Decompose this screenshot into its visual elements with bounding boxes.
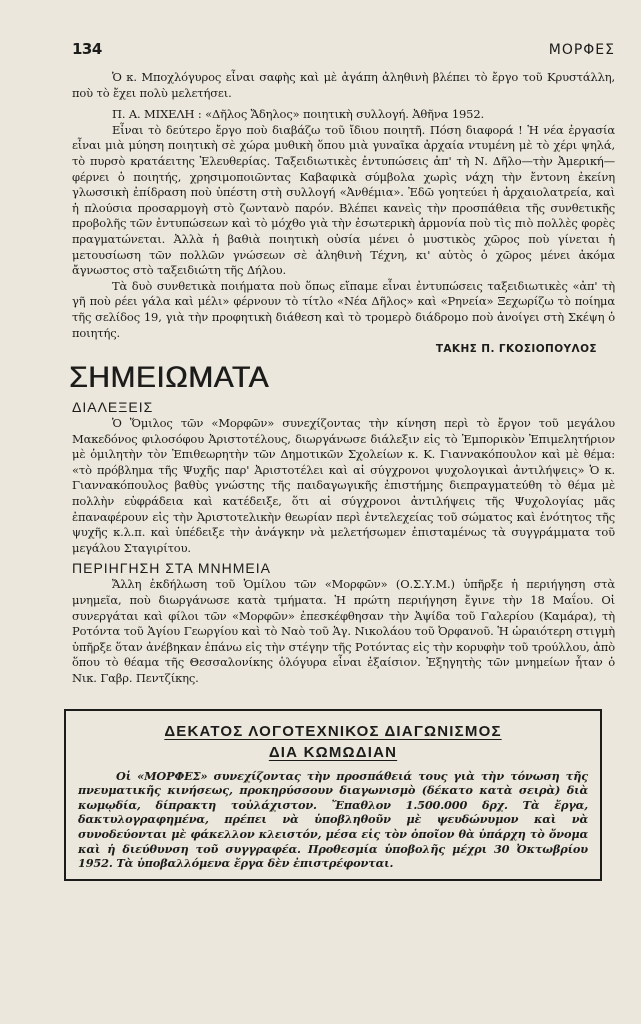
journal-name: ΜΟΡΦΕΣ: [548, 42, 615, 58]
notes-title: ΣΗΜΕΙΩΜΑΤΑ: [69, 361, 269, 395]
book-review: [72, 70, 615, 355]
running-head: [72, 40, 615, 64]
lectures-text: Ὁ Ὅμιλος τῶν «Μορφῶν» συνεχίζοντας τὴν κίνηση περὶ τὸ ἔργον τοῦ μεγάλου Μακεδόνος φιλοσόφου Ἀριστοτέλους, διωργάνωσε διάλεξιν εἰς τὸ Ἐμπορικὸν Ἐπιμελητήριον μὲ ὁμιλητὴν τὸν Ἐπιθεωρητὴν τῶν Δημοτικῶν Σχολείων κ. Κ. Γιαννακόπουλον καὶ μὲ θέμα: «τὸ πρόβλημα τῆς Ψυχῆς παρ' Ἀριστοτέλει καὶ αἱ σύγχρονοι ψυχολογικαὶ ἀντιλήψεις» Ὁ κ. Γιαννακόπουλος βαθὺς γνώστης τῆς παιδαγωγικῆς ἐπιστήμης διεπραγματεύθη τὸ θέμα μὲ πολλὴν εὐφράδεια καὶ κατέδειξε, ὅτι αἱ σύγχρονοι ἀντιλήψεις τῆς Ψυχολογίας μᾶς ἐπαναφέρουν εἰς τὴν Ἀριστοτελικὴν θεωρίαν περὶ ἐντελεχείας τοῦ σώματος καὶ ἑνότητος τῆς ψυχῆς κ.λ.π. καὶ ὑπέδειξε τὴν ἀνάγκην νὰ μελετήσωμεν ἐπισταμένως τὰ συγγράμματα τοῦ μεγάλου Σταγιρίτου.: [72, 416, 615, 555]
notice-title: [78, 721, 588, 763]
competition-notice: [64, 709, 602, 881]
page-number: 134: [72, 40, 102, 58]
notes-section: [69, 361, 615, 687]
notice-title-line: ΔΙΑ ΚΩΜΩΔΙΑΝ: [268, 743, 398, 761]
review-signature: ΤΑΚΗΣ Π. ΓΚΟΣΙΟΠΟΥΛΟΣ: [435, 343, 597, 356]
review-heading: Π. Α. ΜΙΧΕΛΗ : «Δῆλος Ἄδηλος» ποιητικὴ συλλογή. Ἀθῆνα 1952.: [112, 107, 485, 122]
notice-body: Οἱ «ΜΟΡΦΕΣ» συνεχίζοντας τὴν προσπάθειά τους γιὰ τὴν τόνωση τῆς πνευματικῆς κινήσεως, προκηρύσσουν διαγωνισμὸ (δέκατο κατὰ σειρὰ) διὰ κωμῳδία, δίπρακτη τοὐλάχιστον. Ἔπαθλον 1.500.000 δρχ. Τὰ ἔργα, δακτυλογραφημένα, πρέπει νὰ ὑποβληθοῦν μὲ ψευδώνυμον καὶ νὰ συνοδεύονται μὲ φάκελλον κλειστόν, μέσα εἰς τὸν ὁποῖον θὰ ὑπάρχη τὸ ὄνομα καὶ ἡ διεύθυνση τοῦ συγγραφέα. Προθεσμία ὑποβολῆς μέχρι 30 Ὀκτωβρίου 1952. Τὰ ὑποβαλλόμενα ἔργα δὲν ἐπιστρέφονται.: [78, 768, 588, 871]
review-paragraph: Τὰ δυὸ συνθετικὰ ποιήματα ποὺ ὅπως εἴπαμε εἶναι ἐντυπώσεις ταξειδιωτικὲς «ἀπ' τὴ γῆ ποὺ ρέει γάλα καὶ μέλι» φέρνουν τὸ τίτλο «Νέα Δῆλος» καὶ «Ρηνεία» Ξεχωρίζω τὸ ποίημα τῆς σελίδος 19, γιὰ τὴν προφητικὴ διάθεση καὶ τὸ τρομερὸ διάδρομο ποὺ ἀνοίγει στὴ Σκέψη ὁ ποιητής.: [72, 278, 615, 340]
tour-heading: ΠΕΡΙΗΓΗΣΗ ΣΤΑ ΜΝΗΜΕΙΑ: [72, 560, 271, 577]
notice-title-line: ΔΕΚΑΤΟΣ ΛΟΓΟΤΕΧΝΙΚΟΣ ΔΙΑΓΩΝΙΣΜΟΣ: [164, 722, 502, 740]
lectures-heading: ΔΙΑΛΕΞΕΙΣ: [72, 399, 154, 416]
review-paragraph: Εἶναι τὸ δεύτερο ἔργο ποὺ διαβάζω τοῦ ἴδιου ποιητῆ. Πόση διαφορά ! Ἡ νέα ἐργασία εἶναι μιὰ μύηση ποιητικὴ σὲ χώρα μυθικὴ ὅπου μιὰ γυναῖκα ἀρχαία ντυμένη μὲ τὸ χέρι ψηλά, τὸ πυρσὸ κρατάειτης Ἐλευθερίας. Ταξειδιωτικὲς ἐντυπώσεις ἀπ' τὴ Ν. Δῆλο—τὴν Ἀμερική—φέρνει ὁ ποιητής, χρησιμοποιῶντας Καβαφικὰ σύμβολα χωρὶς νάχη τὴν ἔντονη ἐκείνη γλωσσικὴ ἐπίδραση ποὺ ὑπέστη στὴ συλλογή «Ἀνθέμια». Ἐδῶ γοητεύει ἡ ἀρχαιολατρεία, καὶ ἡ πλούσια προσαρμογὴ στὸ ζωντανὸ παρόν. Βλέπει κανεὶς τὴν προσπάθεια τῆς συνθετικῆς προβολῆς τῶν ἐντυπώσεων καὶ τὸ μόχθο γιὰ τὴν ἐσωτερικὴ ἁρμονία ποὺ τὶς πιὸ πολλὲς φορὲς πραγματώνεται. Ἀλλὰ ἡ βαθιὰ ποιητικὴ οὐσία μένει ὁ μυστικὸς χῶρος ποὺ γίνεται ἡ μετουσίωση τῶν πολλῶν γνώσεων σὲ ἀληθινὴ Τέχνη, κι' αὐτὸς ὁ χῶρος μένει ἀκόμα ἄγνωστος στὸ ταξειδιώτη τῆς Δήλου.: [72, 122, 615, 278]
tour-text: Ἄλλη ἐκδήλωση τοῦ Ὁμίλου τῶν «Μορφῶν» (Ο.Σ.Υ.Μ.) ὑπῆρξε ἡ περιήγηση στὰ μνημεῖα, ποὺ διωργάνωσε κατὰ τμήματα. Ἡ πρώτη περιήγηση ἔγινε τὴν 18 Μαΐου. Οἱ συνεργάται καὶ φίλοι τῶν «Μορφῶν» ἐπεσκέφθησαν τὴν Ἀψίδα τοῦ Γαλερίου (Καμάρα), τὴ Ροτόντα τοῦ Ἁγίου Γεωργίου καὶ τὸ Ναὸ τοῦ Ἁγ. Νικολάου τοῦ Ὀρφανοῦ. Ἡ ὡραιότερη στιγμὴ ὑπῆρξε ὅταν ἀνέβηκαν ἐπάνω εἰς τὴν στέγην τῆς Ροτόντας εἰς τὴν κορυφὴν τοῦ τρούλλου, ἀπὸ ὅπου τὸ θέαμα τῆς Θεσσαλονίκης ὁλόγυρα εἶναι ἐξαίσιον. Ἐξηγητὴς τῶν μνημείων ἦταν ὁ Νικ. Γαβρ. Πεντζίκης.: [72, 577, 615, 685]
review-intro: Ὁ κ. Μποχλόγυρος εἶναι σαφὴς καὶ μὲ ἀγάπη ἀληθινὴ βλέπει τὸ ἔργο τοῦ Κρυστάλλη, ποὺ τὸ ἔχει πολὺ μελετήσει.: [72, 70, 615, 100]
